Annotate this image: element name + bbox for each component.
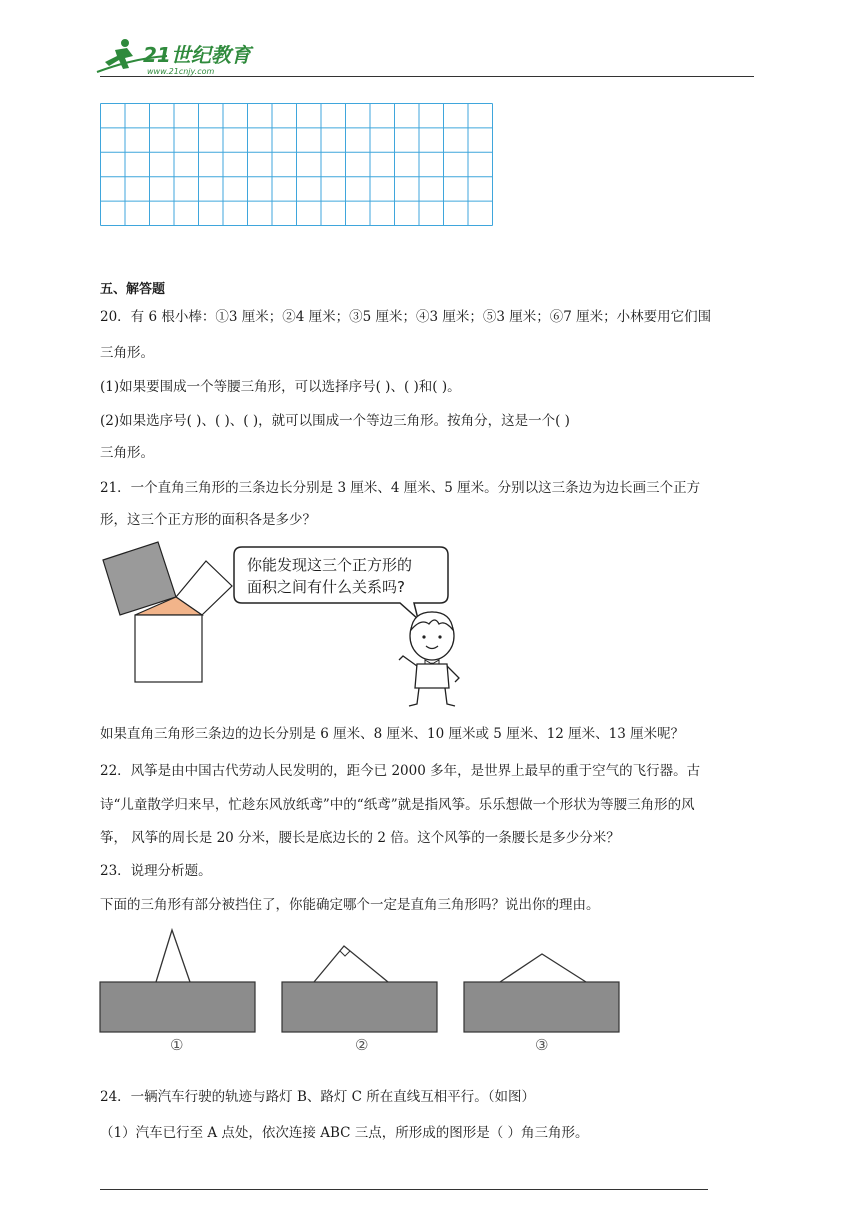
- q20-line4: (2)如果选序号( )、( )、( )，就可以围成一个等边三角形。按角分，这是一个( ): [100, 413, 570, 429]
- caption-2: ②: [355, 1036, 369, 1054]
- q24-line1: 24．一辆汽车行驶的轨迹与路灯 B、路灯 C 所在直线互相平行。（如图）: [100, 1089, 536, 1105]
- hidden-triangle-2: [280, 926, 440, 1040]
- q23-line1: 23．说理分析题。: [100, 863, 212, 879]
- q22-line1: 22．风筝是由中国古代劳动人民发明的，距今已 2000 多年，是世界上最早的重于空气的飞行器。古: [100, 763, 701, 779]
- caption-3: ③: [535, 1036, 549, 1054]
- q22-line2: 诗“儿童散学归来早，忙趁东风放纸鸢”中的“纸鸢”就是指风筝。乐乐想做一个形状为等腰三角形的风: [100, 797, 695, 813]
- q24-line2: （1）汽车已行至 A 点处，依次连接 ABC 三点，所形成的图形是（ ）角三角形。: [100, 1125, 589, 1141]
- cover-box-1: [100, 982, 255, 1032]
- bubble-line1: 你能发现这三个正方形的: [247, 556, 413, 574]
- hidden-triangle-3: [462, 926, 622, 1040]
- q20-line3: (1)如果要围成一个等腰三角形，可以选择序号( )、( )和( )。: [100, 379, 461, 395]
- q21-line2: 形，这三个正方形的面积各是多少？: [100, 512, 316, 528]
- q20-line5: 三角形。: [100, 445, 154, 461]
- site-logo: [95, 36, 265, 78]
- pythagoras-figure: [100, 540, 235, 689]
- section-title: 五、解答题: [100, 282, 166, 297]
- writing-grid: [100, 103, 496, 231]
- runner-logo-icon: [95, 36, 265, 78]
- q22-line3: 筝， 风筝的周长是 20 分米，腰长是底边长的 2 倍。这个风筝的一条腰长是多少分米？: [100, 830, 620, 846]
- cover-box-3: [464, 982, 619, 1032]
- logo-sub-text: www.21cnjy.com: [147, 67, 215, 76]
- q20-line1: 20．有 6 根小棒：①3 厘米；②4 厘米；③5 厘米；④3 厘米；⑤3 厘米；⑥7 厘米；小林要用它们围: [100, 309, 712, 325]
- q21-line3: 如果直角三角形三条边的边长分别是 6 厘米、8 厘米、10 厘米或 5 厘米、12 厘米、13 厘米呢？: [100, 726, 685, 742]
- hidden-triangle-1: [98, 926, 258, 1040]
- bubble-line2: 面积之间有什么关系吗?: [247, 578, 405, 596]
- bottom-square: [135, 615, 202, 682]
- header-divider: [100, 76, 754, 77]
- q20-line2: 三角形。: [100, 345, 154, 361]
- logo-main-text: 21世纪教育: [143, 43, 251, 67]
- q21-line1: 21．一个直角三角形的三条边长分别是 3 厘米、4 厘米、5 厘米。分别以这三条边为边长画三个正方: [100, 480, 701, 496]
- cartoon-boy: [395, 606, 470, 715]
- cover-box-2: [282, 982, 437, 1032]
- footer-divider: [100, 1189, 708, 1190]
- q23-line2: 下面的三角形有部分被挡住了，你能确定哪个一定是直角三角形吗？说出你的理由。: [100, 897, 600, 913]
- caption-1: ①: [170, 1036, 184, 1054]
- right-angle-mark: [340, 951, 350, 956]
